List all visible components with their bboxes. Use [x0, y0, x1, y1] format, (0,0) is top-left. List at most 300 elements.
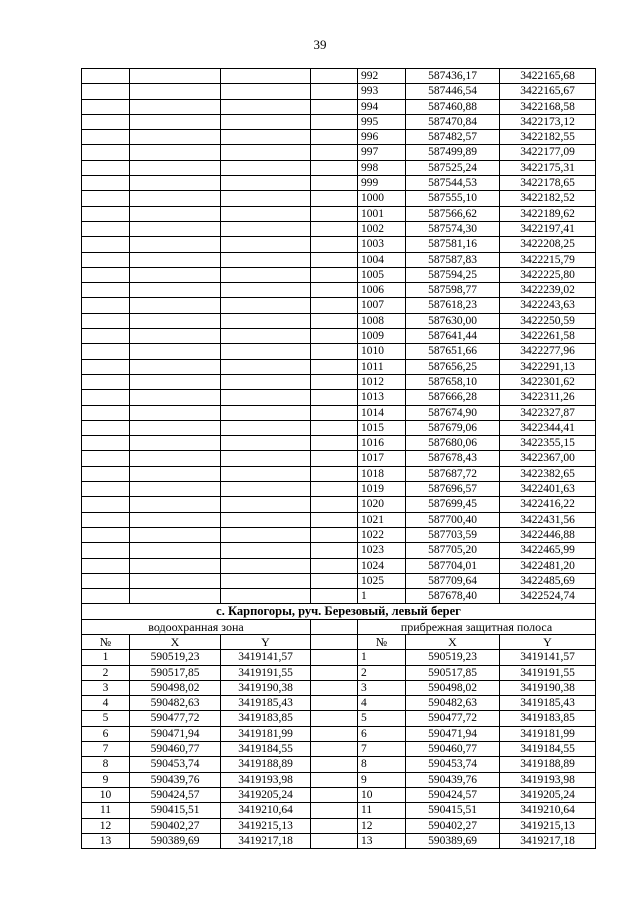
right-point-number: 1: [358, 650, 406, 665]
y-coordinate: 3422446,88: [500, 527, 596, 542]
y-coordinate: 3422485,69: [500, 573, 596, 588]
empty-cell: [130, 313, 221, 328]
table-row: [82, 497, 596, 512]
y-coordinate: 3422178,65: [500, 176, 596, 191]
gap-cell: [311, 160, 358, 175]
empty-cell: [130, 512, 221, 527]
x-coordinate: 587700,40: [406, 512, 500, 527]
empty-cell: [130, 543, 221, 558]
left-x-coordinate: 590498,02: [130, 680, 221, 695]
left-y-coordinate: 3419190,38: [221, 680, 311, 695]
empty-cell: [130, 359, 221, 374]
empty-cell: [82, 390, 130, 405]
table-row: [82, 176, 596, 191]
right-y-coordinate: 3419185,43: [500, 696, 596, 711]
empty-cell: [82, 405, 130, 420]
point-number: 1018: [358, 466, 406, 481]
x-coordinate: 587587,83: [406, 252, 500, 267]
empty-cell: [221, 451, 311, 466]
gap-cell: [311, 497, 358, 512]
empty-cell: [130, 130, 221, 145]
gap-cell: [311, 176, 358, 191]
left-point-number: 8: [82, 757, 130, 772]
point-number: 992: [358, 69, 406, 84]
table-row: [82, 390, 596, 405]
x-coordinate: 587641,44: [406, 329, 500, 344]
table-row: [82, 558, 596, 573]
left-point-number: 4: [82, 696, 130, 711]
point-number: 1013: [358, 390, 406, 405]
table-row: [82, 451, 596, 466]
right-x-coordinate: 590498,02: [406, 680, 500, 695]
empty-cell: [82, 497, 130, 512]
empty-cell: [82, 114, 130, 129]
x-coordinate: 587666,28: [406, 390, 500, 405]
x-coordinate: 587678,40: [406, 589, 500, 604]
y-coordinate: 3422168,58: [500, 99, 596, 114]
x-coordinate: 587574,30: [406, 221, 500, 236]
empty-cell: [82, 359, 130, 374]
left-x-coordinate: 590477,72: [130, 711, 221, 726]
left-point-number: 5: [82, 711, 130, 726]
empty-cell: [221, 145, 311, 160]
left-num-header: №: [82, 634, 130, 649]
x-coordinate: 587470,84: [406, 114, 500, 129]
right-point-number: 13: [358, 833, 406, 848]
right-x-coordinate: 590471,94: [406, 726, 500, 741]
left-y-coordinate: 3419141,57: [221, 650, 311, 665]
table-row: [82, 252, 596, 267]
gap-cell: [311, 191, 358, 206]
left-y-coordinate: 3419215,13: [221, 818, 311, 833]
right-y-coordinate: 3419191,55: [500, 665, 596, 680]
gap-cell: [311, 420, 358, 435]
empty-cell: [221, 512, 311, 527]
lower-table-body: [82, 650, 596, 849]
gap-cell: [311, 99, 358, 114]
x-coordinate: 587525,24: [406, 160, 500, 175]
right-y-coordinate: 3419217,18: [500, 833, 596, 848]
gap-cell: [311, 619, 358, 634]
empty-cell: [130, 114, 221, 129]
y-coordinate: 3422182,55: [500, 130, 596, 145]
point-number: 999: [358, 176, 406, 191]
y-coordinate: 3422344,41: [500, 420, 596, 435]
x-coordinate: 587656,25: [406, 359, 500, 374]
table-row: [82, 543, 596, 558]
right-x-coordinate: 590424,57: [406, 787, 500, 802]
left-point-number: 9: [82, 772, 130, 787]
empty-cell: [82, 589, 130, 604]
table-row: [82, 787, 596, 802]
y-coordinate: 3422189,62: [500, 206, 596, 221]
y-coordinate: 3422367,00: [500, 451, 596, 466]
left-y-header: Y: [221, 634, 311, 649]
empty-cell: [82, 558, 130, 573]
empty-cell: [130, 176, 221, 191]
point-number: 1014: [358, 405, 406, 420]
y-coordinate: 3422524,74: [500, 589, 596, 604]
gap-cell: [311, 390, 358, 405]
x-coordinate: 587651,66: [406, 344, 500, 359]
left-zone-title: водоохранная зона: [82, 619, 311, 634]
empty-cell: [82, 512, 130, 527]
x-coordinate: 587594,25: [406, 267, 500, 282]
y-coordinate: 3422277,96: [500, 344, 596, 359]
gap-cell: [311, 313, 358, 328]
point-number: 1012: [358, 374, 406, 389]
empty-cell: [221, 160, 311, 175]
table-row: [82, 512, 596, 527]
point-number: 995: [358, 114, 406, 129]
x-coordinate: 587460,88: [406, 99, 500, 114]
x-coordinate: 587679,06: [406, 420, 500, 435]
empty-cell: [82, 313, 130, 328]
y-coordinate: 3422165,68: [500, 69, 596, 84]
table-row: [82, 329, 596, 344]
right-x-header: X: [406, 634, 500, 649]
empty-cell: [221, 237, 311, 252]
empty-cell: [82, 329, 130, 344]
gap-cell: [311, 374, 358, 389]
point-number: 1023: [358, 543, 406, 558]
empty-cell: [221, 374, 311, 389]
y-coordinate: 3422239,02: [500, 283, 596, 298]
gap-cell: [311, 237, 358, 252]
table-row: [82, 482, 596, 497]
x-coordinate: 587482,57: [406, 130, 500, 145]
table-row: [82, 665, 596, 680]
empty-cell: [82, 283, 130, 298]
y-coordinate: 3422465,99: [500, 543, 596, 558]
point-number: 1010: [358, 344, 406, 359]
point-number: 1020: [358, 497, 406, 512]
gap-cell: [311, 69, 358, 84]
left-x-coordinate: 590519,23: [130, 650, 221, 665]
point-number: 1000: [358, 191, 406, 206]
right-point-number: 2: [358, 665, 406, 680]
empty-cell: [221, 298, 311, 313]
left-x-coordinate: 590460,77: [130, 742, 221, 757]
table-row: [82, 589, 596, 604]
gap-cell: [311, 650, 358, 665]
empty-cell: [82, 267, 130, 282]
x-coordinate: 587696,57: [406, 482, 500, 497]
gap-cell: [311, 436, 358, 451]
empty-cell: [82, 451, 130, 466]
empty-cell: [82, 252, 130, 267]
table-row: [82, 359, 596, 374]
empty-cell: [221, 359, 311, 374]
gap-cell: [311, 329, 358, 344]
x-coordinate: 587680,06: [406, 436, 500, 451]
empty-cell: [130, 298, 221, 313]
left-x-coordinate: 590402,27: [130, 818, 221, 833]
empty-cell: [130, 84, 221, 99]
right-point-number: 6: [358, 726, 406, 741]
x-coordinate: 587555,10: [406, 191, 500, 206]
y-coordinate: 3422481,20: [500, 558, 596, 573]
point-number: 996: [358, 130, 406, 145]
gap-cell: [311, 252, 358, 267]
table-row: [82, 114, 596, 129]
table-row: [82, 726, 596, 741]
point-number: 1008: [358, 313, 406, 328]
right-y-coordinate: 3419184,55: [500, 742, 596, 757]
x-coordinate: 587658,10: [406, 374, 500, 389]
empty-cell: [221, 99, 311, 114]
table-row: [82, 298, 596, 313]
x-coordinate: 587709,64: [406, 573, 500, 588]
gap-cell: [311, 221, 358, 236]
y-coordinate: 3422175,31: [500, 160, 596, 175]
right-x-coordinate: 590415,51: [406, 803, 500, 818]
y-coordinate: 3422355,15: [500, 436, 596, 451]
point-number: 1025: [358, 573, 406, 588]
x-coordinate: 587499,89: [406, 145, 500, 160]
empty-cell: [82, 237, 130, 252]
empty-cell: [130, 69, 221, 84]
empty-cell: [221, 267, 311, 282]
empty-cell: [130, 420, 221, 435]
y-coordinate: 3422177,09: [500, 145, 596, 160]
table-row: [82, 191, 596, 206]
right-point-number: 12: [358, 818, 406, 833]
y-coordinate: 3422301,62: [500, 374, 596, 389]
right-point-number: 8: [358, 757, 406, 772]
empty-cell: [82, 160, 130, 175]
empty-cell: [130, 436, 221, 451]
table-row: [82, 237, 596, 252]
empty-cell: [130, 206, 221, 221]
point-number: 993: [358, 84, 406, 99]
empty-cell: [130, 237, 221, 252]
gap-cell: [311, 634, 358, 649]
empty-cell: [82, 573, 130, 588]
gap-cell: [311, 344, 358, 359]
empty-cell: [221, 221, 311, 236]
right-x-coordinate: 590389,69: [406, 833, 500, 848]
table-row: [82, 206, 596, 221]
gap-cell: [311, 757, 358, 772]
x-coordinate: 587630,00: [406, 313, 500, 328]
empty-cell: [130, 466, 221, 481]
point-number: 1: [358, 589, 406, 604]
gap-cell: [311, 267, 358, 282]
left-y-coordinate: 3419210,64: [221, 803, 311, 818]
gap-cell: [311, 466, 358, 481]
right-y-coordinate: 3419190,38: [500, 680, 596, 695]
right-y-coordinate: 3419181,99: [500, 726, 596, 741]
left-x-coordinate: 590424,57: [130, 787, 221, 802]
table-row: [82, 374, 596, 389]
empty-cell: [82, 466, 130, 481]
table-row: [82, 680, 596, 695]
empty-cell: [82, 69, 130, 84]
x-coordinate: 587598,77: [406, 283, 500, 298]
right-x-coordinate: 590453,74: [406, 757, 500, 772]
empty-cell: [221, 527, 311, 542]
table-row: [82, 283, 596, 298]
point-number: 1015: [358, 420, 406, 435]
empty-cell: [221, 573, 311, 588]
empty-cell: [82, 145, 130, 160]
gap-cell: [311, 512, 358, 527]
gap-cell: [311, 818, 358, 833]
table-row: [82, 818, 596, 833]
point-number: 1022: [358, 527, 406, 542]
x-coordinate: 587618,23: [406, 298, 500, 313]
point-number: 1019: [358, 482, 406, 497]
left-x-coordinate: 590389,69: [130, 833, 221, 848]
empty-cell: [130, 573, 221, 588]
empty-cell: [221, 543, 311, 558]
point-number: 1007: [358, 298, 406, 313]
empty-cell: [221, 114, 311, 129]
y-coordinate: 3422215,79: [500, 252, 596, 267]
empty-cell: [221, 84, 311, 99]
right-point-number: 11: [358, 803, 406, 818]
table-row: [82, 436, 596, 451]
empty-cell: [221, 589, 311, 604]
page-number: 39: [313, 37, 327, 52]
left-y-coordinate: 3419193,98: [221, 772, 311, 787]
y-coordinate: 3422165,67: [500, 84, 596, 99]
table-row: [82, 772, 596, 787]
gap-cell: [311, 803, 358, 818]
y-coordinate: 3422208,25: [500, 237, 596, 252]
empty-cell: [82, 482, 130, 497]
x-coordinate: 587446,54: [406, 84, 500, 99]
gap-cell: [311, 359, 358, 374]
empty-cell: [221, 497, 311, 512]
table-row: [82, 84, 596, 99]
empty-cell: [130, 221, 221, 236]
empty-cell: [82, 344, 130, 359]
table-row: [82, 99, 596, 114]
gap-cell: [311, 527, 358, 542]
empty-cell: [82, 436, 130, 451]
y-coordinate: 3422173,12: [500, 114, 596, 129]
point-number: 997: [358, 145, 406, 160]
left-point-number: 1: [82, 650, 130, 665]
point-number: 1002: [358, 221, 406, 236]
left-x-coordinate: 590415,51: [130, 803, 221, 818]
table-row: [82, 573, 596, 588]
right-y-header: Y: [500, 634, 596, 649]
gap-cell: [311, 665, 358, 680]
table-row: [82, 130, 596, 145]
empty-cell: [130, 145, 221, 160]
empty-cell: [221, 436, 311, 451]
y-coordinate: 3422250,59: [500, 313, 596, 328]
x-coordinate: 587674,90: [406, 405, 500, 420]
gap-cell: [311, 726, 358, 741]
point-number: 1009: [358, 329, 406, 344]
right-num-header: №: [358, 634, 406, 649]
left-x-coordinate: 590482,63: [130, 696, 221, 711]
empty-cell: [130, 451, 221, 466]
empty-cell: [130, 99, 221, 114]
left-y-coordinate: 3419217,18: [221, 833, 311, 848]
right-x-coordinate: 590519,23: [406, 650, 500, 665]
empty-cell: [82, 374, 130, 389]
gap-cell: [311, 833, 358, 848]
table-row: [82, 757, 596, 772]
empty-cell: [130, 160, 221, 175]
gap-cell: [311, 451, 358, 466]
right-x-coordinate: 590402,27: [406, 818, 500, 833]
table-row: [82, 803, 596, 818]
y-coordinate: 3422401,63: [500, 482, 596, 497]
empty-cell: [221, 130, 311, 145]
x-coordinate: 587581,16: [406, 237, 500, 252]
y-coordinate: 3422327,87: [500, 405, 596, 420]
right-x-coordinate: 590482,63: [406, 696, 500, 711]
table-row: [82, 69, 596, 84]
right-y-coordinate: 3419205,24: [500, 787, 596, 802]
table-row: [82, 420, 596, 435]
y-coordinate: 3422382,65: [500, 466, 596, 481]
empty-cell: [221, 329, 311, 344]
left-y-coordinate: 3419181,99: [221, 726, 311, 741]
right-x-coordinate: 590439,76: [406, 772, 500, 787]
point-number: 1004: [358, 252, 406, 267]
gap-cell: [311, 482, 358, 497]
gap-cell: [311, 84, 358, 99]
empty-cell: [221, 558, 311, 573]
left-y-coordinate: 3419185,43: [221, 696, 311, 711]
empty-cell: [82, 84, 130, 99]
left-x-header: X: [130, 634, 221, 649]
right-y-coordinate: 3419210,64: [500, 803, 596, 818]
left-y-coordinate: 3419184,55: [221, 742, 311, 757]
empty-cell: [82, 176, 130, 191]
left-x-coordinate: 590439,76: [130, 772, 221, 787]
gap-cell: [311, 742, 358, 757]
table-row: [82, 527, 596, 542]
y-coordinate: 3422225,80: [500, 267, 596, 282]
empty-cell: [130, 267, 221, 282]
empty-cell: [82, 206, 130, 221]
y-coordinate: 3422311,26: [500, 390, 596, 405]
left-point-number: 7: [82, 742, 130, 757]
gap-cell: [311, 145, 358, 160]
empty-cell: [221, 252, 311, 267]
y-coordinate: 3422261,58: [500, 329, 596, 344]
left-point-number: 3: [82, 680, 130, 695]
table-row: [82, 405, 596, 420]
empty-cell: [130, 252, 221, 267]
x-coordinate: 587705,20: [406, 543, 500, 558]
empty-cell: [130, 482, 221, 497]
point-number: 1001: [358, 206, 406, 221]
right-point-number: 5: [358, 711, 406, 726]
left-x-coordinate: 590471,94: [130, 726, 221, 741]
point-number: 994: [358, 99, 406, 114]
right-y-coordinate: 3419215,13: [500, 818, 596, 833]
left-y-coordinate: 3419191,55: [221, 665, 311, 680]
right-y-coordinate: 3419141,57: [500, 650, 596, 665]
y-coordinate: 3422431,56: [500, 512, 596, 527]
right-y-coordinate: 3419188,89: [500, 757, 596, 772]
empty-cell: [130, 374, 221, 389]
gap-cell: [311, 573, 358, 588]
point-number: 1006: [358, 283, 406, 298]
gap-cell: [311, 787, 358, 802]
empty-cell: [130, 558, 221, 573]
right-point-number: 10: [358, 787, 406, 802]
